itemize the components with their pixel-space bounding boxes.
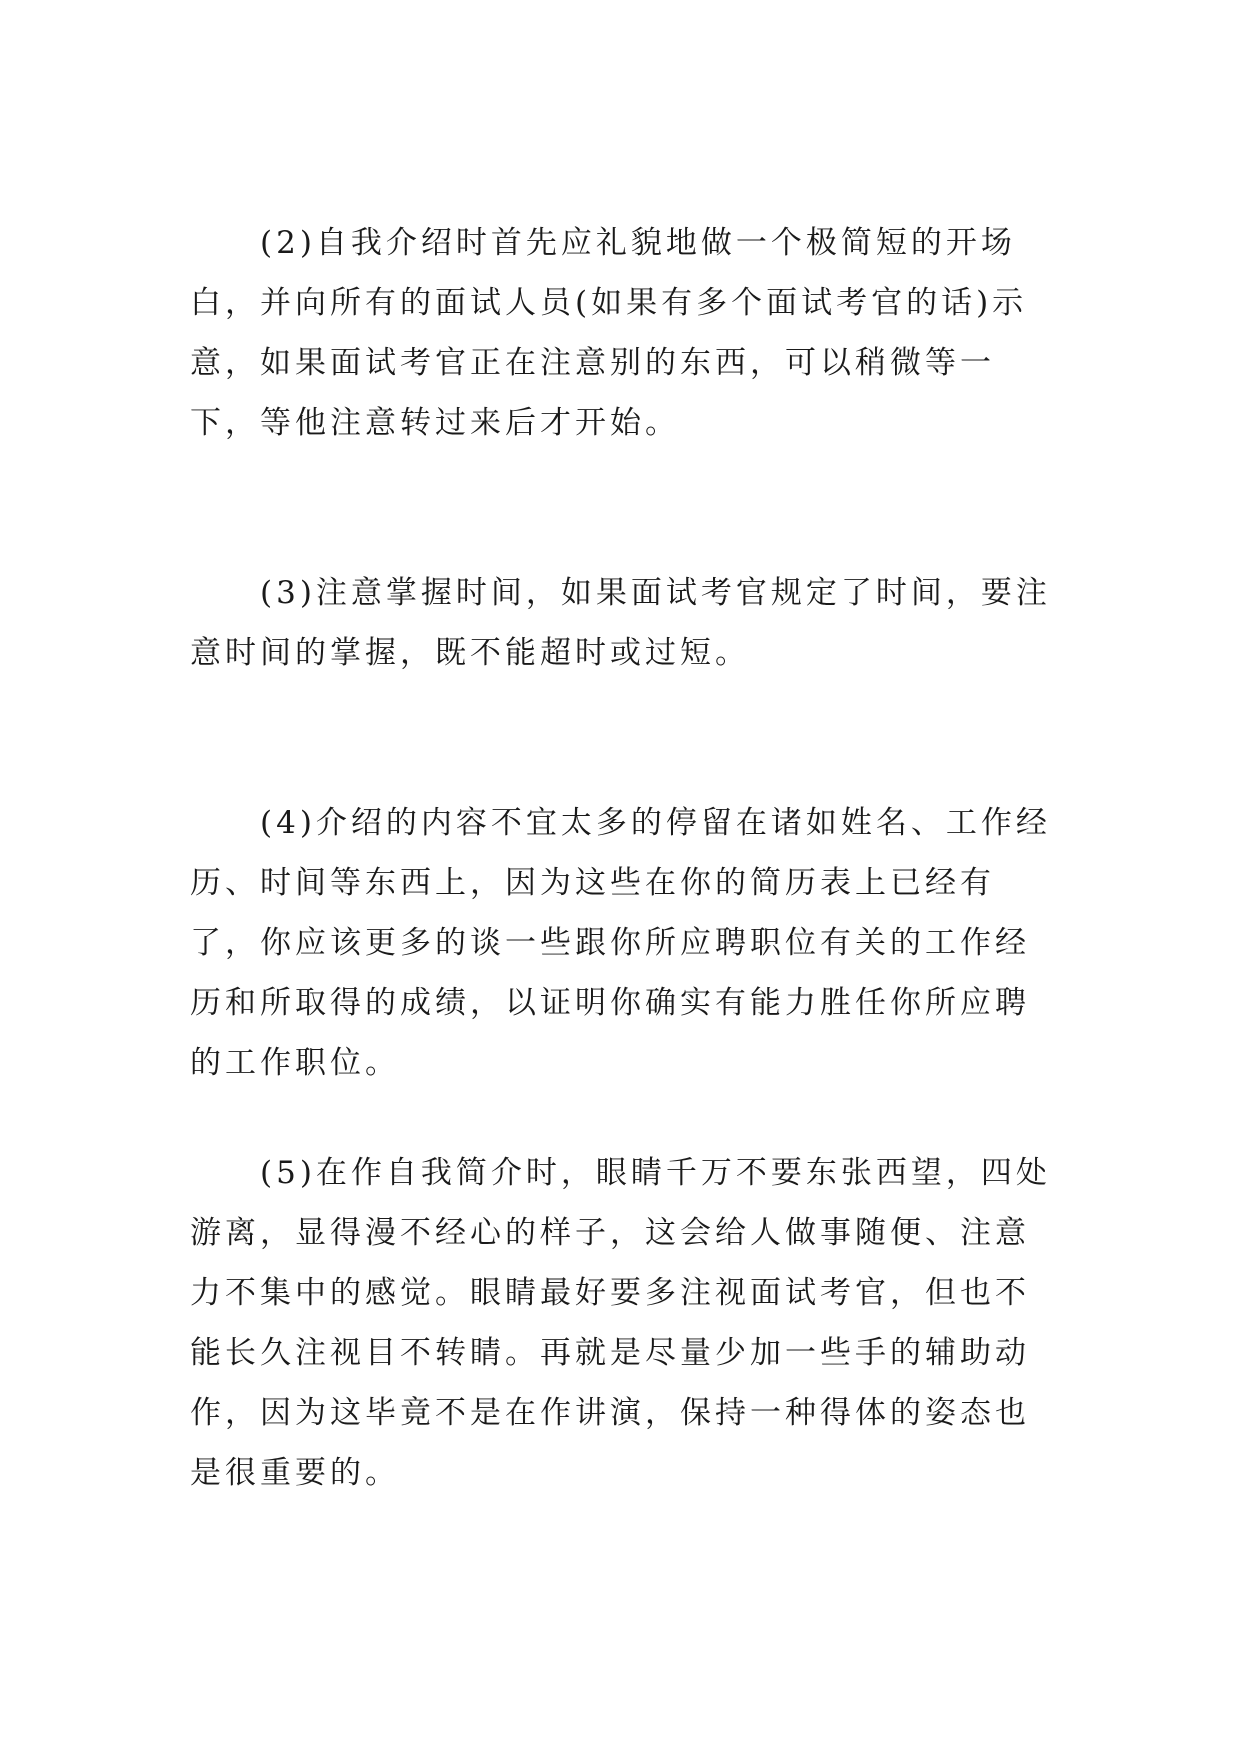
paragraph-item-2: (2)自我介绍时首先应礼貌地做一个极简短的开场白，并向所有的面试人员(如果有多个面试考官的话)示意，如果面试考官正在注意别的东西，可以稍微等一下，等他注意转过来后才开始。 [190,225,1028,441]
paragraph-item-5: (5)在作自我简介时，眼睛千万不要东张西望，四处游离，显得漫不经心的样子，这会给人做事随便、注意力不集中的感觉。眼睛最好要多注视面试考官，但也不能长久注视目不转睛。再就是尽量少加一些手的辅助动作，因为这毕竟不是在作讲演，保持一种得体的姿态也是很重要的。 [190,1155,1051,1491]
paragraph-item-4: (4)介绍的内容不宜太多的停留在诸如姓名、工作经历、时间等东西上，因为这些在你的简历表上已经有了，你应该更多的谈一些跟你所应聘职位有关的工作经历和所取得的成绩，以证明你确实有能力胜任你所应聘的工作职位。 [190,805,1051,1081]
paragraph-item-3: (3)注意掌握时间，如果面试考官规定了时间，要注意时间的掌握，既不能超时或过短。 [190,575,1051,671]
